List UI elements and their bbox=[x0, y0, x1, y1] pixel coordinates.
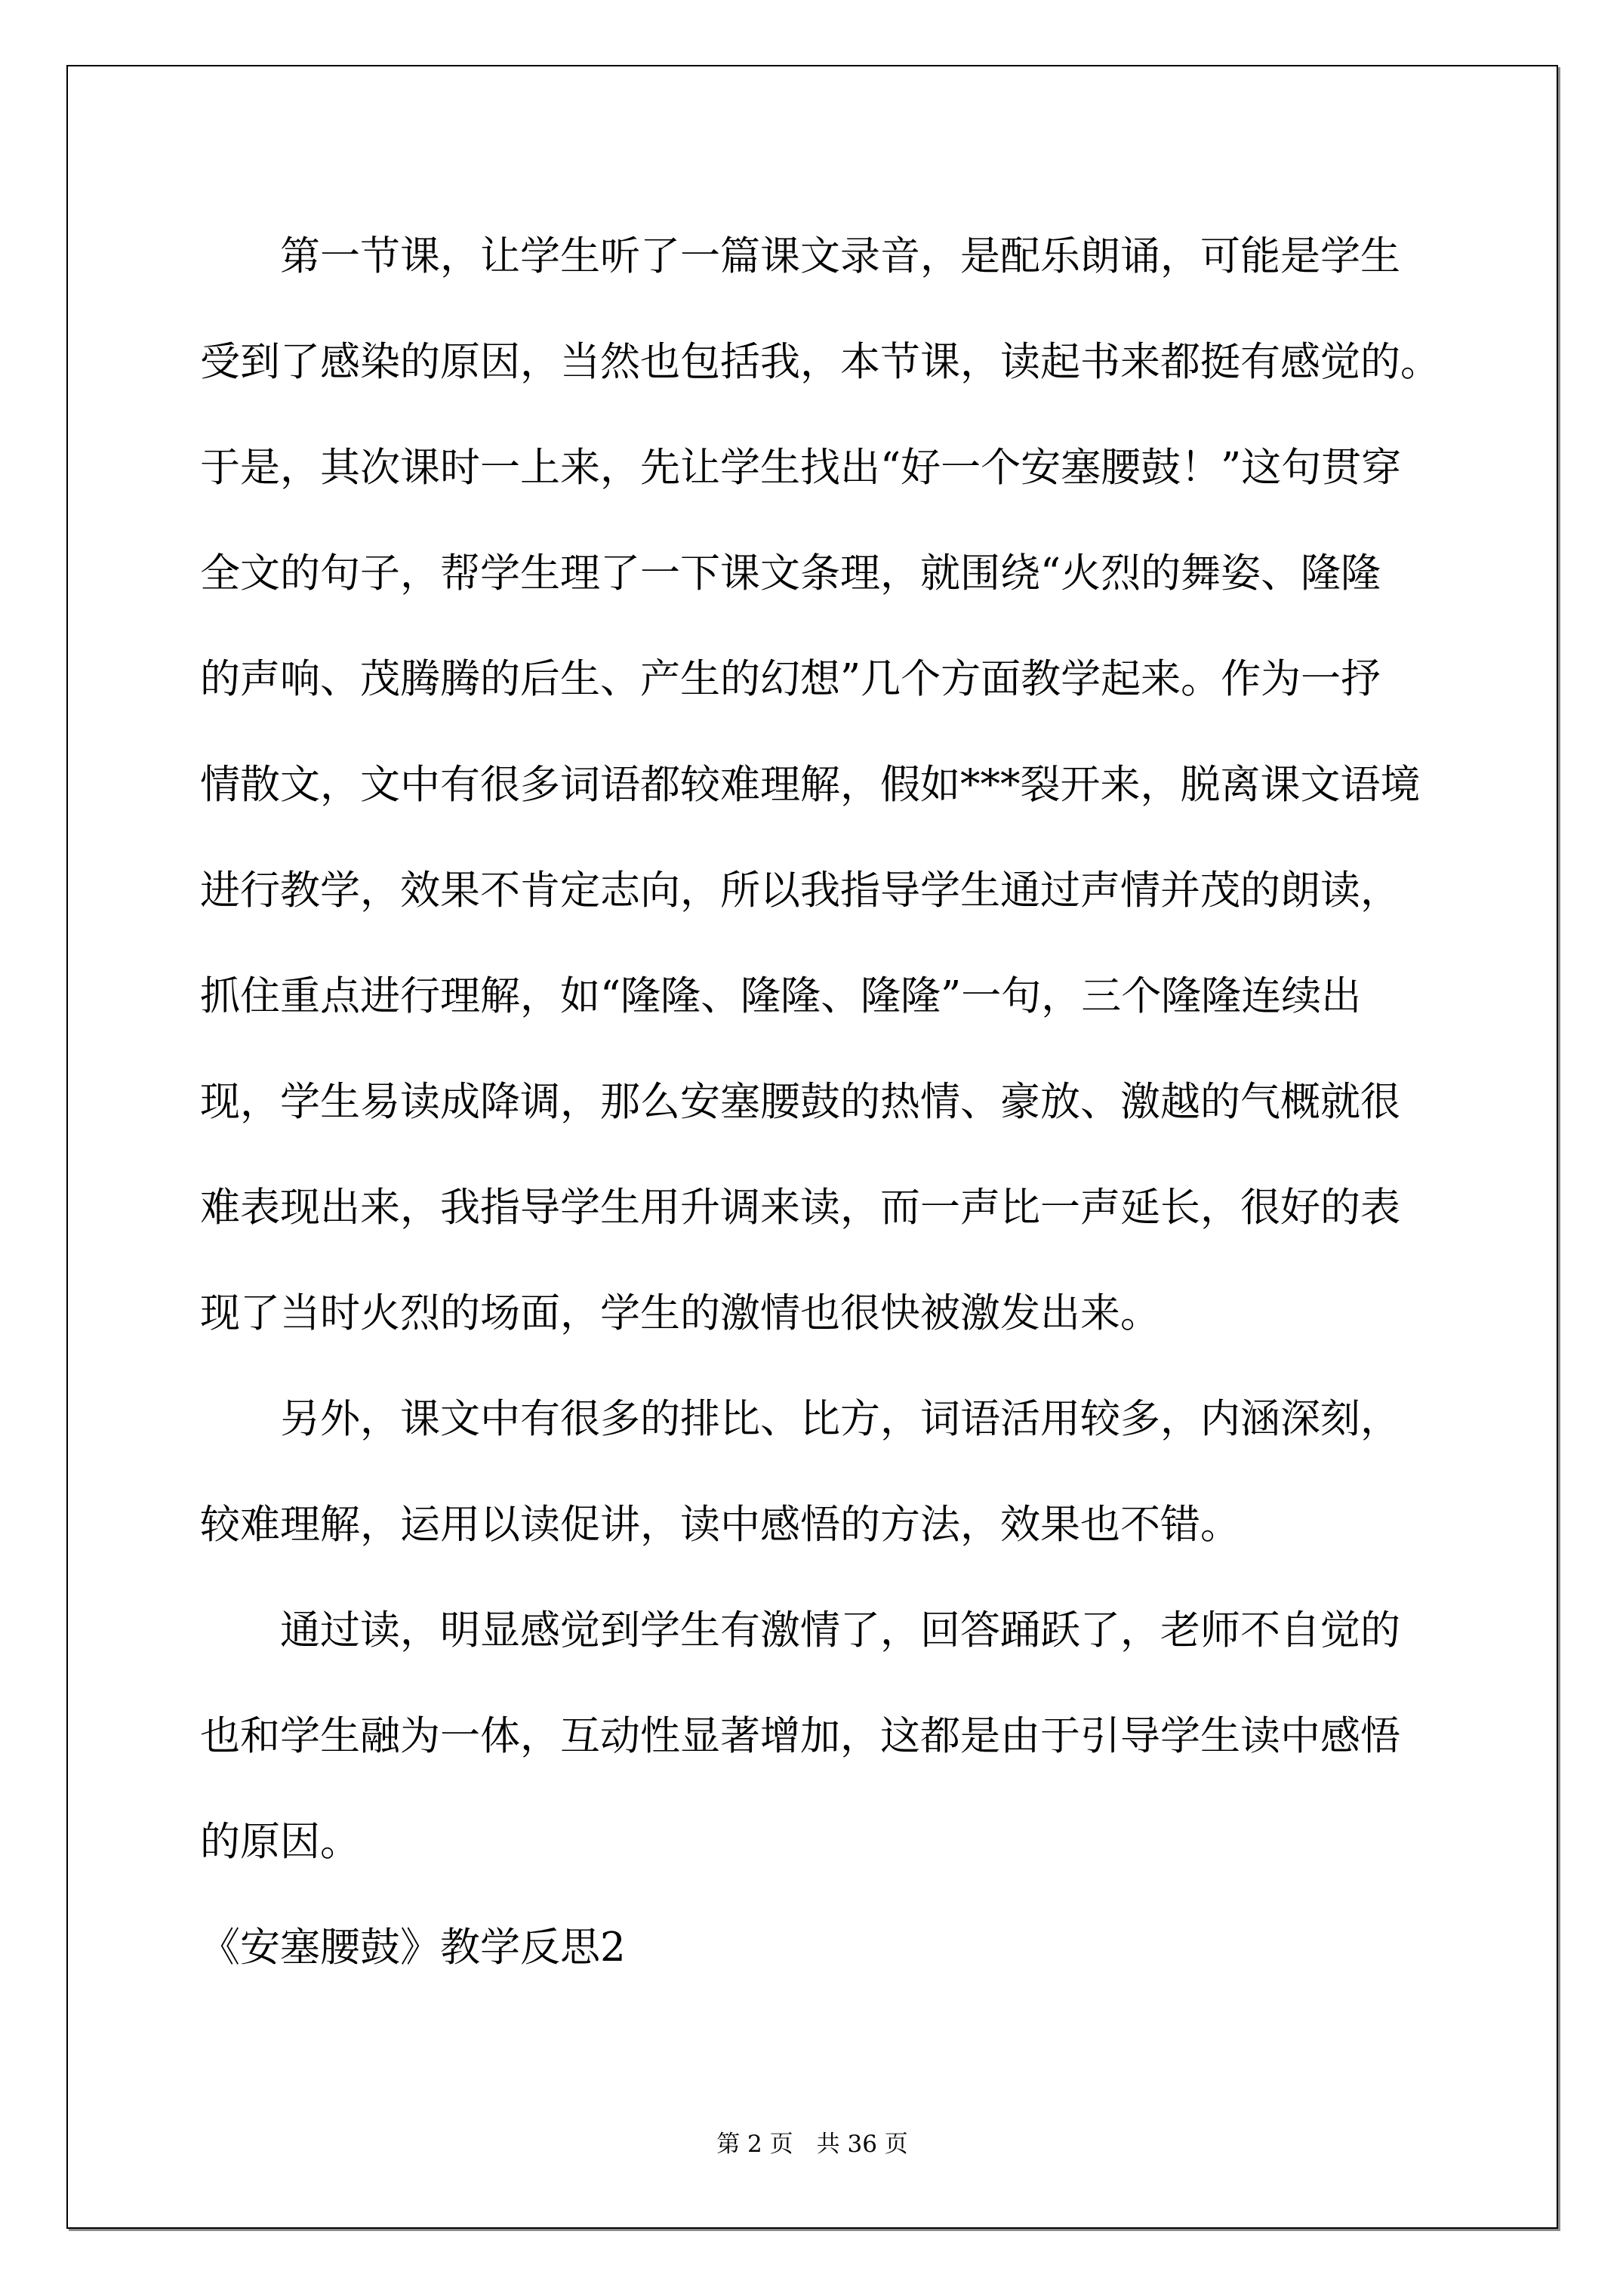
text-line: 较难理解，运用以读促讲，读中感悟的方法，效果也不错。 bbox=[200, 1502, 1240, 1548]
text-line: 现，学生易读成降调，那么安塞腰鼓的热情、豪放、激越的气概就很 bbox=[200, 1079, 1400, 1125]
text-line: 进行教学，效果不肯定志向，所以我指导学生通过声情并茂的朗读， bbox=[200, 868, 1400, 914]
section-heading: 《安塞腰鼓》教学反思2 bbox=[200, 1925, 626, 1971]
text-line: 抓住重点进行理解，如“隆隆、隆隆、隆隆”一句，三个隆隆连续出 bbox=[200, 973, 1362, 1019]
text-line: 于是，其次课时一上来，先让学生找出“好一个安塞腰鼓！”这句贯穿 bbox=[200, 445, 1402, 491]
text-line: 受到了感染的原因，当然也包括我，本节课，读起书来都挺有感觉的。 bbox=[200, 339, 1440, 385]
text-line: 现了当时火烈的场面，学生的激情也很快被激发出来。 bbox=[200, 1290, 1160, 1336]
text-line: 全文的句子，帮学生理了一下课文条理，就围绕“火烈的舞姿、隆隆 bbox=[200, 550, 1381, 596]
page-number-text: 第 2 页 共 36 页 bbox=[716, 2131, 908, 2158]
page-number-footer bbox=[68, 2122, 1557, 2167]
page-border-frame bbox=[66, 65, 1558, 2229]
text-line: 另外，课文中有很多的排比、比方，词语活用较多，内涵深刻， bbox=[280, 1396, 1400, 1442]
text-line: 的原因。 bbox=[200, 1819, 360, 1865]
text-line: 的声响、茂腾腾的后生、产生的幻想”几个方面教学起来。作为一抒 bbox=[200, 656, 1381, 702]
text-line: 第一节课，让学生听了一篇课文录音，是配乐朗诵，可能是学生 bbox=[280, 233, 1400, 279]
text-line: 难表现出来，我指导学生用升调来读，而一声比一声延长，很好的表 bbox=[200, 1185, 1400, 1231]
document-body bbox=[200, 204, 1483, 2001]
text-line: 情散文，文中有很多词语都较难理解，假如***裂开来，脱离课文语境 bbox=[200, 762, 1421, 808]
text-line: 也和学生融为一体，互动性显著增加，这都是由于引导学生读中感悟 bbox=[200, 1713, 1400, 1759]
text-line: 通过读，明显感觉到学生有激情了，回答踊跃了，老师不自觉的 bbox=[280, 1607, 1400, 1653]
